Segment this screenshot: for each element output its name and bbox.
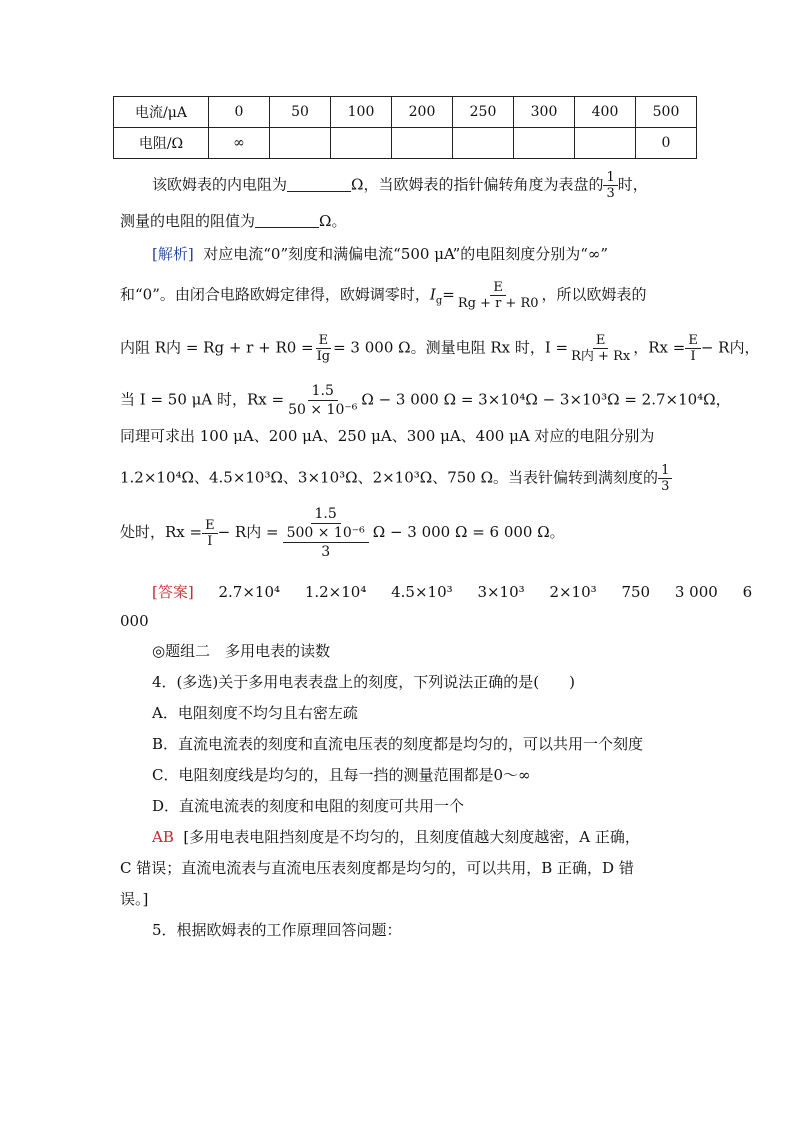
answer-value: 3×10³	[477, 583, 525, 601]
answer-line	[152, 581, 772, 603]
fraction	[284, 382, 361, 419]
table-cell: 500	[636, 97, 697, 128]
text: Ω。	[319, 212, 347, 230]
text: − R内 =	[217, 523, 279, 541]
question-line	[120, 210, 346, 232]
frac-num: 1	[658, 463, 672, 479]
frac-num: E	[202, 518, 218, 534]
text: D．直流电流表的刻度和电阻的刻度可共用一个	[152, 797, 465, 815]
option-b	[152, 733, 643, 755]
frac-num: 1.5	[308, 382, 338, 401]
table-cell: 400	[575, 97, 636, 128]
frac-num: 1.5	[311, 505, 341, 524]
table-cell	[331, 128, 392, 159]
option-c	[152, 764, 531, 786]
text: B．直流电流表的刻度和直流电压表的刻度都是均匀的，可以共用一个刻度	[152, 735, 644, 753]
frac-num: E	[685, 333, 701, 349]
text: 当 I = 50 μA 时，Rx =	[120, 390, 285, 409]
table-cell	[575, 128, 636, 159]
frac-num: E	[490, 280, 506, 296]
option-a	[152, 702, 358, 724]
text: 时，	[617, 175, 648, 194]
text: 该欧姆表的内电阻为	[152, 175, 288, 194]
table-cell: 100	[331, 97, 392, 128]
text: = 3 000 Ω。测量电阻 Rx 时，I =	[333, 338, 569, 357]
answer-value: 750	[621, 583, 651, 601]
analysis-line	[120, 382, 731, 419]
answer-blank	[287, 177, 351, 192]
frac-den: 3	[606, 186, 615, 201]
table-row	[114, 128, 697, 159]
text: 4．(多选)关于多用电表表盘上的刻度，下列说法正确的是( )	[152, 673, 575, 691]
fraction	[202, 518, 218, 549]
text: 测量的电阻的阻值为	[120, 212, 256, 230]
text: C 错误；直流电流表与直流电压表刻度都是均匀的，可以共用，B 正确，D 错	[120, 859, 634, 877]
option-d	[152, 795, 464, 817]
text: Ω，当欧姆表的指针偏转角度为表盘的	[351, 175, 604, 194]
frac-num: 500 × 10⁻⁶	[283, 524, 369, 543]
section-heading	[152, 640, 330, 662]
answer-tag: [答案]	[152, 583, 194, 601]
table-cell	[514, 128, 575, 159]
text: A．电阻刻度不均匀且右密左疏	[152, 704, 358, 722]
inner-fraction	[283, 524, 369, 561]
table-cell: ∞	[209, 128, 270, 159]
frac-den: I	[690, 349, 696, 364]
answer-value: 1.2×10⁴	[304, 583, 367, 601]
analysis-line	[120, 425, 654, 447]
question-line	[152, 170, 648, 201]
frac-num: E	[316, 333, 332, 349]
fraction	[314, 333, 333, 364]
text: − R内，	[700, 338, 760, 357]
frac-den: Rg + r + R0	[457, 296, 539, 311]
answer-value: 3 000	[674, 583, 718, 601]
text: ，所以欧姆表的	[541, 285, 647, 304]
table-cell	[392, 128, 453, 159]
analysis-line	[152, 243, 608, 265]
frac-den	[279, 524, 373, 561]
table-cell: 0	[209, 97, 270, 128]
fraction	[685, 333, 701, 364]
table-cell: 0	[636, 128, 697, 159]
analysis-tag: [解析]	[152, 245, 194, 263]
text: 5．根据欧姆表的工作原理回答问题：	[152, 921, 402, 939]
answer-value: 000	[120, 612, 149, 630]
text: 处时，Rx =	[120, 523, 203, 541]
frac-den: R内 + Rx	[571, 349, 631, 364]
table-cell: 电流/μA	[114, 97, 209, 128]
answer-value: 2×10³	[549, 583, 597, 601]
explanation-line	[152, 826, 640, 848]
text: 对应电流“0”刻度和满偏电流“500 μA”的电阻刻度分别为“∞”	[203, 245, 609, 263]
text: C．电阻刻度线是均匀的，且每一挡的测量范围都是0～∞	[152, 766, 531, 784]
explanation-line	[120, 888, 148, 910]
text: Ω − 3 000 Ω = 6 000 Ω。	[372, 523, 565, 541]
table-cell: 200	[392, 97, 453, 128]
table-cell: 250	[453, 97, 514, 128]
text: ◎题组二 多用电表的读数	[152, 642, 331, 660]
table-cell: 电阻/Ω	[114, 128, 209, 159]
table-cell: 300	[514, 97, 575, 128]
fraction	[568, 333, 633, 364]
frac-den: Ig	[316, 349, 331, 364]
frac-den: 3	[321, 544, 331, 560]
text: 误。]	[120, 890, 149, 908]
frac-den: I	[207, 533, 213, 549]
current-resistance-table	[113, 96, 697, 159]
analysis-line: 和“0”。由闭合电路欧姆定律得，欧姆调零时，$I_g=$ $\frac{E}{Rg + r + R0}$ ，所以欧姆表的	[120, 280, 647, 311]
answer-value: 4.5×10³	[391, 583, 453, 601]
question-stem	[152, 919, 402, 941]
analysis-line	[120, 333, 759, 364]
frac-num: 1	[603, 170, 617, 186]
table-cell	[270, 128, 331, 159]
frac-den: 3	[661, 479, 670, 494]
text: ，Rx =	[633, 338, 686, 357]
compound-fraction	[279, 505, 373, 561]
table-cell	[453, 128, 514, 159]
answer-value: 6	[742, 583, 753, 601]
explanation-line	[120, 857, 634, 879]
text: Ω − 3 000 Ω = 3×10⁴Ω − 3×10³Ω = 2.7×10⁴Ω，	[361, 390, 731, 409]
frac-den: 50 × 10⁻⁶	[288, 402, 358, 418]
answer-value: 2.7×10⁴	[218, 583, 281, 601]
text: 1.2×10⁴Ω、4.5×10³Ω、3×10³Ω、2×10³Ω、750 Ω。当表针偏转到满刻度的	[120, 468, 659, 487]
analysis-line	[120, 505, 565, 561]
table-cell: 50	[270, 97, 331, 128]
fraction	[658, 463, 672, 494]
text: 同理可求出 100 μA、200 μA、250 μA、300 μA、400 μA 对应的电阻分别为	[120, 427, 655, 445]
text: 和“0”。由闭合电路欧姆定律得，欧姆调零时，	[120, 285, 430, 304]
answer-tag: AB	[152, 828, 174, 846]
fraction	[603, 170, 617, 201]
table-row	[114, 97, 697, 128]
text: [多用电表电阻挡刻度是不均匀的，且刻度值越大刻度越密，A 正确，	[183, 828, 640, 846]
frac-num: E	[593, 333, 609, 349]
answer-line	[120, 610, 149, 632]
analysis-line	[120, 463, 672, 494]
fraction	[455, 280, 542, 311]
answer-blank	[255, 213, 319, 228]
question-stem	[152, 671, 575, 693]
text: 内阻 R内 = Rg + r + R0 =	[120, 338, 314, 357]
